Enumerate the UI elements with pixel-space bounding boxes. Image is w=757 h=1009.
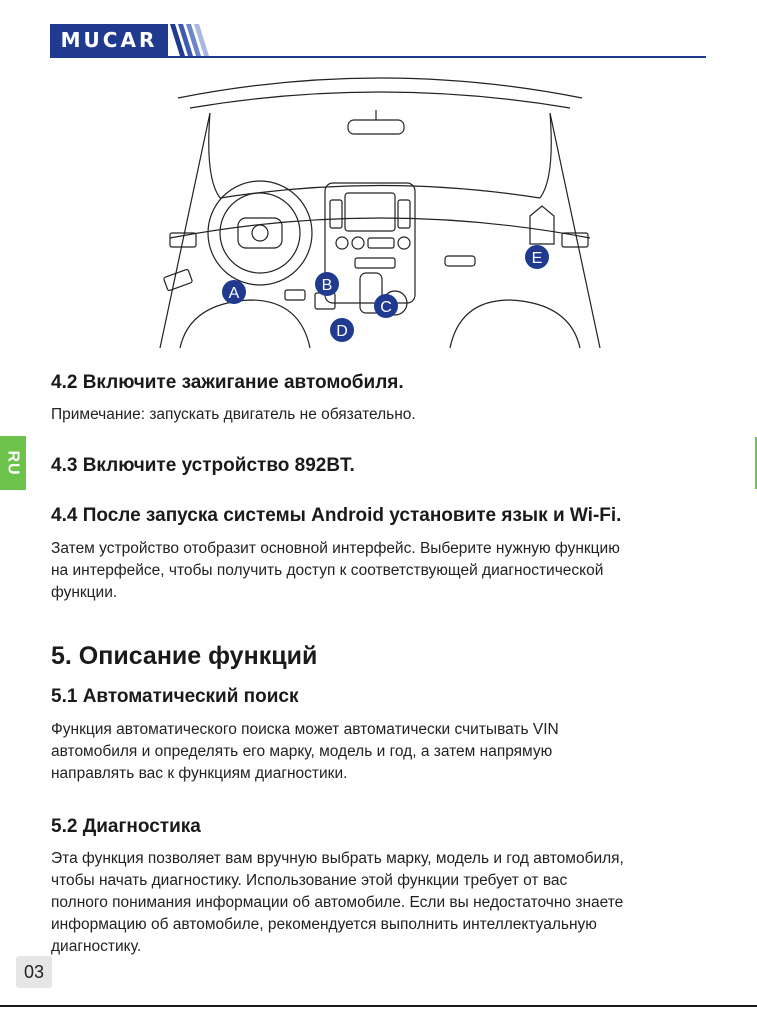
page-number-text: 03	[23, 961, 45, 982]
section-5-2-line: чтобы начать диагностику. Использование этой функции требует от вас	[51, 872, 568, 889]
car-interior-illustration	[150, 68, 610, 358]
section-5-title: 5. Описание функций	[51, 642, 318, 670]
page-number	[16, 956, 52, 988]
section-4-2-note: Примечание: запускать двигатель не обязательно.	[51, 406, 416, 423]
marker-a	[222, 280, 246, 304]
section-5-1-line: автомобиля и определять его марку, модель и год, а затем напрямую	[51, 743, 553, 760]
brand-logo	[50, 24, 168, 56]
svg-text:D: D	[336, 323, 348, 340]
section-5-1-body	[51, 719, 711, 785]
header-divider	[50, 56, 706, 58]
marker-e	[525, 245, 549, 269]
section-5-2-line: информацию об автомобиле, рекомендуется выполнить интеллектуальную	[51, 916, 597, 933]
svg-text:B: B	[321, 277, 333, 294]
marker-d	[330, 318, 354, 342]
section-4-4-body	[51, 538, 711, 604]
logo-stripes-icon	[170, 24, 214, 56]
svg-text:C: C	[380, 299, 392, 316]
section-5-2-line: Эта функция позволяет вам вручную выбрать марку, модель и год автомобиля,	[51, 850, 624, 867]
section-4-3-title: 4.3 Включите устройство 892BT.	[51, 455, 355, 476]
language-side-tab-label: RU	[4, 450, 22, 476]
section-4-4-line: Затем устройство отобразит основной интерфейс. Выберите нужную функцию	[51, 540, 620, 557]
section-5-2-line: диагностику.	[51, 938, 142, 955]
svg-text:E: E	[531, 250, 543, 267]
section-5-1-line: направлять вас к функциям диагностики.	[51, 765, 348, 782]
section-5-2-line: полного понимания информации об автомобиле. Если вы недостаточно знаете	[51, 894, 624, 911]
section-4-4-line: функции.	[51, 584, 118, 601]
marker-b	[315, 272, 339, 296]
marker-c	[374, 294, 398, 318]
section-4-4-line: на интерфейсе, чтобы получить доступ к соответствующей диагностической	[51, 562, 604, 579]
section-5-2-body	[51, 848, 711, 958]
section-5-1-line: Функция автоматического поиска может автоматически считывать VIN	[51, 721, 559, 738]
language-side-tab	[0, 436, 26, 490]
section-4-2-title: 4.2 Включите зажигание автомобиля.	[51, 372, 404, 393]
brand-logo-text: MUCAR	[60, 28, 158, 52]
footer-divider	[0, 1005, 757, 1007]
section-4-4-title: 4.4 После запуска системы Android установите язык и Wi-Fi.	[51, 505, 622, 526]
section-5-1-title: 5.1 Автоматический поиск	[51, 686, 299, 707]
svg-text:A: A	[228, 285, 240, 302]
section-5-2-title: 5.2 Диагностика	[51, 816, 201, 837]
